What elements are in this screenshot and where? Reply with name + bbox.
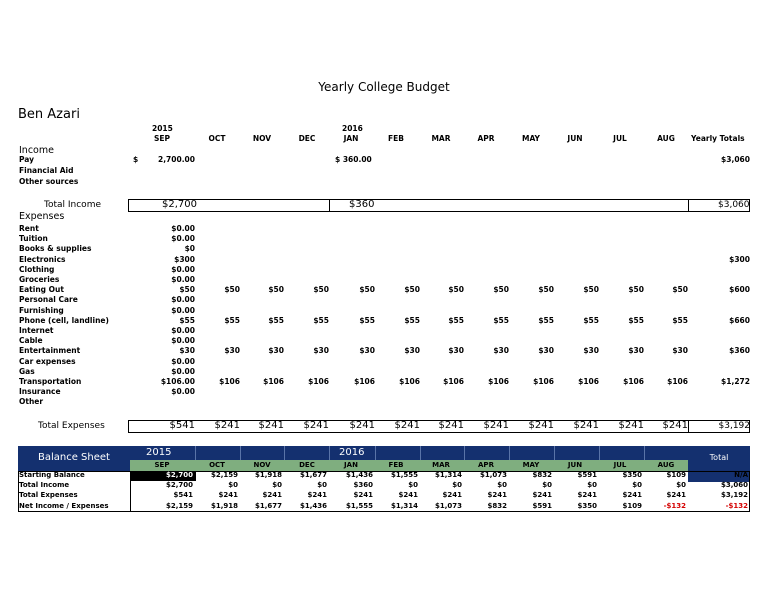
balance-row-total: $3,192 xyxy=(720,491,748,500)
total-expenses-yearly: $3,192 xyxy=(718,421,750,431)
balance-cell: $241 xyxy=(532,491,552,500)
expense-month-value: $30 xyxy=(493,346,509,356)
bs-year-2015: 2015 xyxy=(146,447,172,458)
balance-month-header: MAR xyxy=(432,461,450,469)
month-header: JUN xyxy=(567,134,583,143)
balance-month-header: APR xyxy=(478,461,494,469)
expense-yearly-total: $600 xyxy=(729,285,750,295)
year-band-divider xyxy=(599,446,600,460)
balance-cell: $1,918 xyxy=(254,471,282,479)
expense-sep-value: $0.00 xyxy=(171,224,195,233)
balance-cell: $541 xyxy=(173,491,193,500)
balance-cell: $832 xyxy=(532,471,552,479)
total-expense-month: $241 xyxy=(618,420,644,431)
expense-month-value: $55 xyxy=(224,315,240,325)
expense-row-label: Transportation xyxy=(19,377,82,386)
balance-cell: $0 xyxy=(408,481,418,490)
balance-cell: $350 xyxy=(577,501,597,510)
balance-month-header: JUL xyxy=(613,461,627,469)
expense-row-label: Entertainment xyxy=(19,346,81,356)
expense-row-label: Furnishing xyxy=(19,305,64,315)
expense-sep-value: $0.00 xyxy=(171,326,195,335)
expense-month-value: $50 xyxy=(224,285,240,295)
balance-month-header: SEP xyxy=(154,461,170,469)
expense-month-value: $106 xyxy=(443,377,464,386)
balance-cell: $2,159 xyxy=(165,501,193,510)
year-band-divider xyxy=(329,446,330,460)
page-title: Yearly College Budget xyxy=(318,80,450,94)
expense-row-label: Gas xyxy=(19,366,35,376)
year-band-divider xyxy=(509,446,510,460)
month-header: APR xyxy=(477,134,495,143)
month-header: MAR xyxy=(431,134,451,143)
expense-month-value: $50 xyxy=(628,285,644,295)
expense-month-value: $106 xyxy=(533,377,554,386)
expense-month-value: $50 xyxy=(583,285,599,295)
balance-cell: $1,073 xyxy=(434,501,462,510)
balance-cell: $1,918 xyxy=(210,501,238,510)
balance-cell: $2,700 xyxy=(165,481,193,490)
balance-month-header: OCT xyxy=(209,461,225,469)
total-income-box xyxy=(128,199,750,212)
balance-cell: $241 xyxy=(218,491,238,500)
expense-month-value: $30 xyxy=(404,346,420,356)
balance-row-label: Total Income xyxy=(19,481,70,490)
balance-month-header: AUG xyxy=(657,461,675,469)
expense-sep-value: $0.00 xyxy=(171,336,195,346)
balance-cell: $241 xyxy=(398,491,418,500)
balance-cell: $241 xyxy=(666,491,686,500)
expense-month-value: $106 xyxy=(263,377,284,386)
expense-yearly-total: $660 xyxy=(729,315,750,325)
balance-cell: $1,555 xyxy=(345,501,373,510)
balance-year-band xyxy=(130,446,688,460)
balance-cell: $1,314 xyxy=(390,501,418,510)
expense-sep-value: $0.00 xyxy=(171,264,195,274)
income-jan-value: $ 360.00 xyxy=(335,155,372,164)
balance-cell: $591 xyxy=(532,501,552,510)
expense-row-label: Internet xyxy=(19,326,54,335)
expense-month-value: $55 xyxy=(359,315,375,325)
total-expense-month: $241 xyxy=(528,420,554,431)
balance-cell: $241 xyxy=(353,491,373,500)
expense-row-label: Personal Care xyxy=(19,295,78,305)
expense-yearly-total: $1,272 xyxy=(721,377,750,386)
balance-cell: $0 xyxy=(676,481,686,490)
expense-row-label: Cable xyxy=(19,336,43,346)
balance-cell: $591 xyxy=(577,471,597,479)
balance-month-header: MAY xyxy=(522,461,540,469)
expense-sep-value: $50 xyxy=(179,285,195,295)
expense-month-value: $106 xyxy=(219,377,240,386)
expense-month-value: $55 xyxy=(538,315,554,325)
balance-cell: $1,073 xyxy=(479,471,507,479)
total-expense-month: $241 xyxy=(394,420,420,431)
month-header: OCT xyxy=(208,134,226,143)
expense-sep-value: $0.00 xyxy=(171,356,195,366)
expense-month-value: $30 xyxy=(268,346,284,356)
total-expense-month: $241 xyxy=(483,420,509,431)
balance-row-total: -$132 xyxy=(725,501,748,510)
year-band-divider xyxy=(240,446,241,460)
balance-row-total: $3,060 xyxy=(720,481,748,490)
expense-sep-value: $0.00 xyxy=(171,234,195,244)
balance-cell: $1,677 xyxy=(254,501,282,510)
balance-cell: $360 xyxy=(353,481,373,490)
expense-month-value: $55 xyxy=(404,315,420,325)
income-yearly-total: $3,060 xyxy=(721,155,750,164)
balance-cell: $1,436 xyxy=(345,471,373,479)
balance-row-label: Starting Balance xyxy=(19,471,85,479)
year-band-divider xyxy=(554,446,555,460)
balance-total-label: Total xyxy=(709,453,729,462)
balance-cell: $1,436 xyxy=(299,501,327,510)
expense-month-value: $50 xyxy=(313,285,329,295)
year-band-divider xyxy=(195,446,196,460)
year-band-divider xyxy=(420,446,421,460)
income-heading: Income xyxy=(19,145,54,156)
balance-row-label: Total Expenses xyxy=(19,491,78,500)
total-expense-month: $241 xyxy=(662,420,688,431)
expense-month-value: $30 xyxy=(359,346,375,356)
bs-year-2016: 2016 xyxy=(339,447,365,458)
expense-sep-value: $0.00 xyxy=(171,305,195,315)
balance-row-total: N/A xyxy=(734,471,748,479)
expense-month-value: $30 xyxy=(628,346,644,356)
expense-row-label: Electronics xyxy=(19,254,66,264)
month-header: JAN xyxy=(343,134,359,143)
expense-month-value: $50 xyxy=(672,285,688,295)
expense-month-value: $106 xyxy=(578,377,599,386)
balance-month-header: JUN xyxy=(567,461,583,469)
expense-month-value: $30 xyxy=(583,346,599,356)
expense-month-value: $55 xyxy=(313,315,329,325)
year-band-divider xyxy=(284,446,285,460)
expense-yearly-total: $360 xyxy=(729,346,750,356)
expense-sep-value: $0 xyxy=(184,244,195,254)
total-income-yearly: $3,060 xyxy=(718,200,750,210)
yearly-totals-header: Yearly Totals xyxy=(691,134,745,143)
balance-cell: $241 xyxy=(622,491,642,500)
balance-cell: $241 xyxy=(307,491,327,500)
total-expense-month: $541 xyxy=(169,420,195,431)
expense-month-value: $50 xyxy=(268,285,284,295)
balance-cell: $1,314 xyxy=(434,471,462,479)
balance-month-header: JAN xyxy=(344,461,358,469)
expense-row-label: Other xyxy=(19,397,44,407)
balance-cell: $241 xyxy=(577,491,597,500)
expense-sep-value: $300 xyxy=(174,254,195,264)
total-expense-month: $241 xyxy=(214,420,240,431)
balance-cell: $832 xyxy=(487,501,507,510)
total-income-label: Total Income xyxy=(44,200,101,210)
total-expense-month: $241 xyxy=(258,420,284,431)
balance-cell: $0 xyxy=(497,481,507,490)
balance-cell: $1,555 xyxy=(390,471,418,479)
income-row-label: Financial Aid xyxy=(19,166,74,175)
balance-cell: -$132 xyxy=(663,501,686,510)
total-income-sep: $2,700 xyxy=(162,199,197,210)
expense-month-value: $55 xyxy=(268,315,284,325)
expense-row-label: Rent xyxy=(19,224,39,233)
expense-month-value: $55 xyxy=(583,315,599,325)
expense-sep-value: $0.00 xyxy=(171,366,195,376)
balance-cell: $241 xyxy=(487,491,507,500)
expense-sep-value: $30 xyxy=(179,346,195,356)
income-row-label: Other sources xyxy=(19,177,79,186)
total-expenses-label: Total Expenses xyxy=(38,421,105,431)
expense-row-label: Phone (cell, landline) xyxy=(19,315,109,325)
expense-row-label: Insurance xyxy=(19,387,61,397)
month-header: AUG xyxy=(657,134,675,143)
balance-cell: $0 xyxy=(272,481,282,490)
total-expense-month: $241 xyxy=(573,420,599,431)
income-sep-value: 2,700.00 xyxy=(157,155,195,164)
year-2016: 2016 xyxy=(342,124,363,133)
total-expense-month: $241 xyxy=(303,420,329,431)
expense-row-label: Eating Out xyxy=(19,285,64,295)
balance-cell[interactable]: $2,700 xyxy=(165,471,193,479)
expense-month-value: $50 xyxy=(493,285,509,295)
expense-month-value: $55 xyxy=(493,315,509,325)
expense-month-value: $106 xyxy=(399,377,420,386)
student-name: Ben Azari xyxy=(18,107,80,122)
expense-sep-value: $55 xyxy=(179,315,195,325)
expense-month-value: $106 xyxy=(488,377,509,386)
balance-cell: $0 xyxy=(542,481,552,490)
expense-month-value: $30 xyxy=(448,346,464,356)
balance-sheet-title: Balance Sheet xyxy=(38,452,110,463)
balance-cell: $2,159 xyxy=(210,471,238,479)
income-row-label: Pay xyxy=(19,155,35,164)
month-header: JUL xyxy=(613,134,627,143)
balance-cell: $0 xyxy=(587,481,597,490)
expense-row-label: Car expenses xyxy=(19,356,76,366)
balance-cell: $109 xyxy=(666,471,686,479)
balance-cell: $0 xyxy=(228,481,238,490)
expense-yearly-total: $300 xyxy=(729,254,750,264)
expense-row-label: Books & supplies xyxy=(19,244,92,254)
balance-month-header: DEC xyxy=(299,461,315,469)
expense-month-value: $55 xyxy=(628,315,644,325)
expense-sep-value: $0.00 xyxy=(171,295,195,305)
expense-month-value: $30 xyxy=(313,346,329,356)
total-expense-month: $241 xyxy=(438,420,464,431)
year-2015: 2015 xyxy=(152,124,173,133)
balance-cell: $0 xyxy=(317,481,327,490)
balance-cell: $0 xyxy=(452,481,462,490)
balance-cell: $350 xyxy=(622,471,642,479)
expense-month-value: $106 xyxy=(623,377,644,386)
month-header: FEB xyxy=(388,134,404,143)
expense-month-value: $50 xyxy=(404,285,420,295)
income-dollar-sign: $ xyxy=(133,155,139,164)
year-band-divider xyxy=(644,446,645,460)
expenses-heading: Expenses xyxy=(19,211,65,222)
balance-cell: $241 xyxy=(442,491,462,500)
expense-month-value: $50 xyxy=(448,285,464,295)
expense-row-label: Tuition xyxy=(19,234,48,244)
expense-month-value: $50 xyxy=(359,285,375,295)
month-header: NOV xyxy=(252,134,272,143)
balance-month-header: NOV xyxy=(253,461,271,469)
year-band-divider xyxy=(464,446,465,460)
expense-month-value: $50 xyxy=(538,285,554,295)
expense-month-value: $30 xyxy=(538,346,554,356)
expense-month-value: $30 xyxy=(672,346,688,356)
expense-month-value: $55 xyxy=(672,315,688,325)
balance-cell: $109 xyxy=(622,501,642,510)
month-header: MAY xyxy=(522,134,540,143)
balance-row-label: Net Income / Expenses xyxy=(19,501,109,510)
expense-sep-value: $0.00 xyxy=(171,387,195,397)
expense-month-value: $106 xyxy=(308,377,329,386)
expense-sep-value: $106.00 xyxy=(160,377,195,386)
balance-cell: $241 xyxy=(262,491,282,500)
expense-month-value: $30 xyxy=(224,346,240,356)
expense-month-value: $106 xyxy=(354,377,375,386)
expense-month-value: $55 xyxy=(448,315,464,325)
expense-row-label: Clothing xyxy=(19,264,55,274)
total-income-jan: $360 xyxy=(349,199,375,210)
expense-month-value: $106 xyxy=(667,377,688,386)
month-header: SEP xyxy=(153,134,171,143)
month-header: DEC xyxy=(298,134,316,143)
balance-cell: $1,677 xyxy=(299,471,327,479)
total-expense-month: $241 xyxy=(349,420,375,431)
expense-sep-value: $0.00 xyxy=(171,275,195,284)
balance-cell: $0 xyxy=(632,481,642,490)
year-band-divider xyxy=(375,446,376,460)
expense-row-label: Groceries xyxy=(19,275,60,284)
balance-month-header: FEB xyxy=(388,461,404,469)
